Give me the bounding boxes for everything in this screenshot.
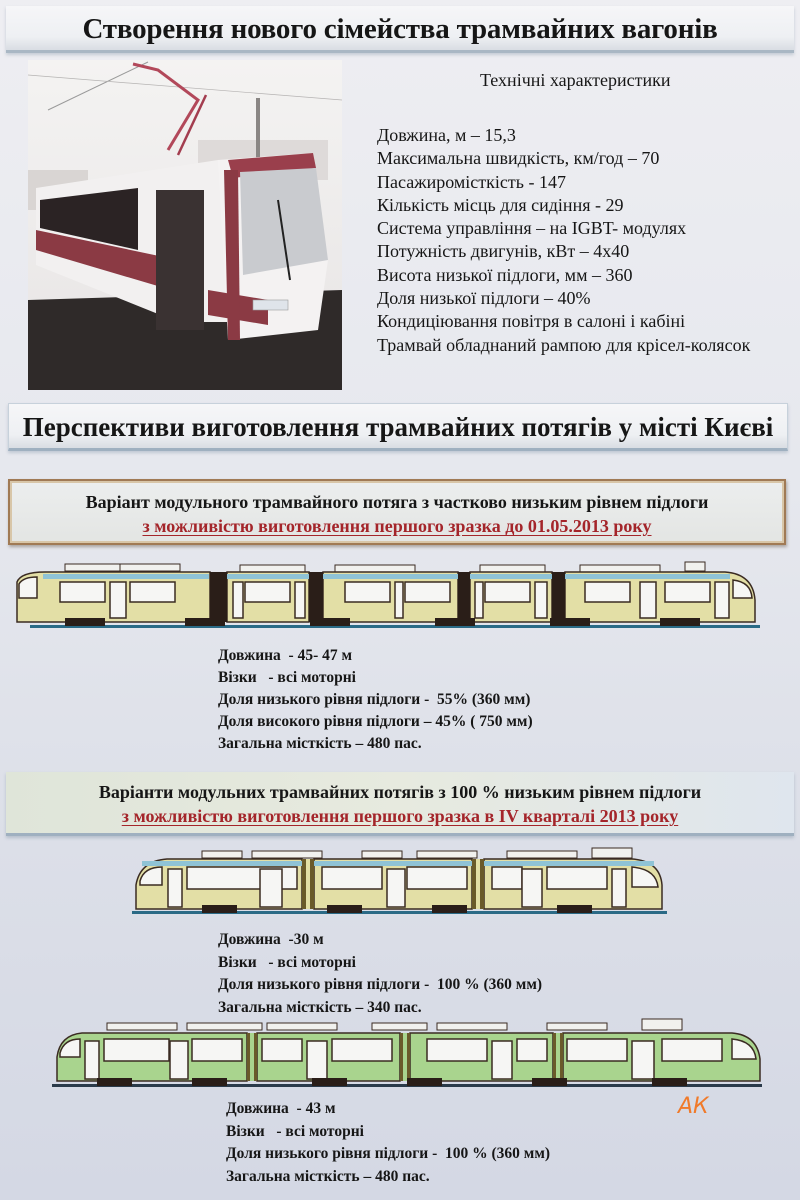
- tram-diagram-icon: [5, 560, 760, 632]
- tram-drawing-5-section: [5, 560, 760, 632]
- technical-specs-list: [377, 124, 750, 357]
- spec-item: Трамвай обладнаний рампою для крісел-колясок: [377, 334, 751, 355]
- variant-title: Варіант модульного трамвайного потяга з частково низьким рівнем підлоги: [85, 492, 709, 512]
- perspectives-title: [8, 403, 788, 451]
- spec-item: Візки - всі моторні: [226, 1122, 364, 1140]
- variant-partial-specs: [218, 645, 533, 755]
- spec-item: Загальна місткість – 480 пас.: [226, 1167, 430, 1185]
- page-title-text: Створення нового сімейства трамвайних вагонів: [82, 13, 718, 45]
- spec-item: Загальна місткість – 340 пас.: [218, 998, 422, 1016]
- spec-item: Довжина -30 м: [218, 931, 324, 948]
- perspectives-title-text: Перспективи виготовлення трамвайних потягів у місті Києві: [22, 412, 774, 442]
- author-signature: АК: [678, 1094, 709, 1119]
- spec-item: Потужність двигунів, кВт – 4х40: [377, 241, 630, 262]
- tram-diagram-icon: [52, 1015, 764, 1090]
- variant-full-low-43m-specs: [226, 1098, 550, 1188]
- tram-photo-illustration: [28, 60, 342, 390]
- variant-subtitle: з можливістю виготовлення першого зразка в IV кварталі 2013 року: [121, 806, 679, 826]
- spec-item: Доля низького рівня підлоги - 100 % (360 мм): [226, 1145, 551, 1162]
- spec-item: Візки - всі моторні: [218, 669, 356, 686]
- spec-item: Загальна місткість – 480 пас.: [218, 735, 422, 752]
- spec-item: Максимальна швидкість, км/год – 70: [377, 148, 660, 169]
- spec-item: Довжина, м – 15,3: [377, 125, 516, 145]
- spec-item: Доля низького рівня підлоги - 100 % (360 мм): [218, 976, 543, 993]
- spec-item: Візки - всі моторні: [218, 953, 356, 971]
- tram-drawing-4-section: [52, 1015, 764, 1090]
- tram-drawing-3-section: [132, 845, 672, 917]
- variant-subtitle: з можливістю виготовлення першого зразка до 01.05.2013 року: [142, 516, 652, 536]
- tram-diagram-icon: [132, 845, 672, 917]
- spec-item: Доля високого рівня підлоги – 45% ( 750 мм): [218, 713, 533, 730]
- spec-item: Кількість місць для сидіння - 29: [377, 194, 624, 215]
- spec-item: Пасажиромісткість - 147: [377, 171, 566, 192]
- spec-item: Доля низького рівня підлоги - 55% (360 мм): [218, 691, 531, 708]
- page-title: [6, 6, 794, 53]
- variant-full-low-30m-specs: [218, 929, 542, 1019]
- spec-item: Довжина - 43 м: [226, 1100, 336, 1117]
- spec-item: Система управління – на IGBT- модулях: [377, 218, 687, 239]
- specs-heading: Технічні характеристики: [480, 70, 671, 90]
- variant-title: Варіанти модульних трамвайних потягів з 100 % низьким рівнем підлоги: [98, 782, 702, 802]
- tram-photo: [28, 60, 342, 390]
- spec-item: Довжина - 45- 47 м: [218, 647, 353, 664]
- variant-full-low-header: [6, 772, 794, 836]
- spec-item: Висота низької підлоги, мм – 360: [377, 264, 633, 285]
- spec-item: Доля низької підлоги – 40%: [377, 288, 591, 309]
- variant-partial-low-header: [8, 479, 786, 545]
- spec-item: Кондиціювання повітря в салоні і кабіні: [377, 311, 686, 332]
